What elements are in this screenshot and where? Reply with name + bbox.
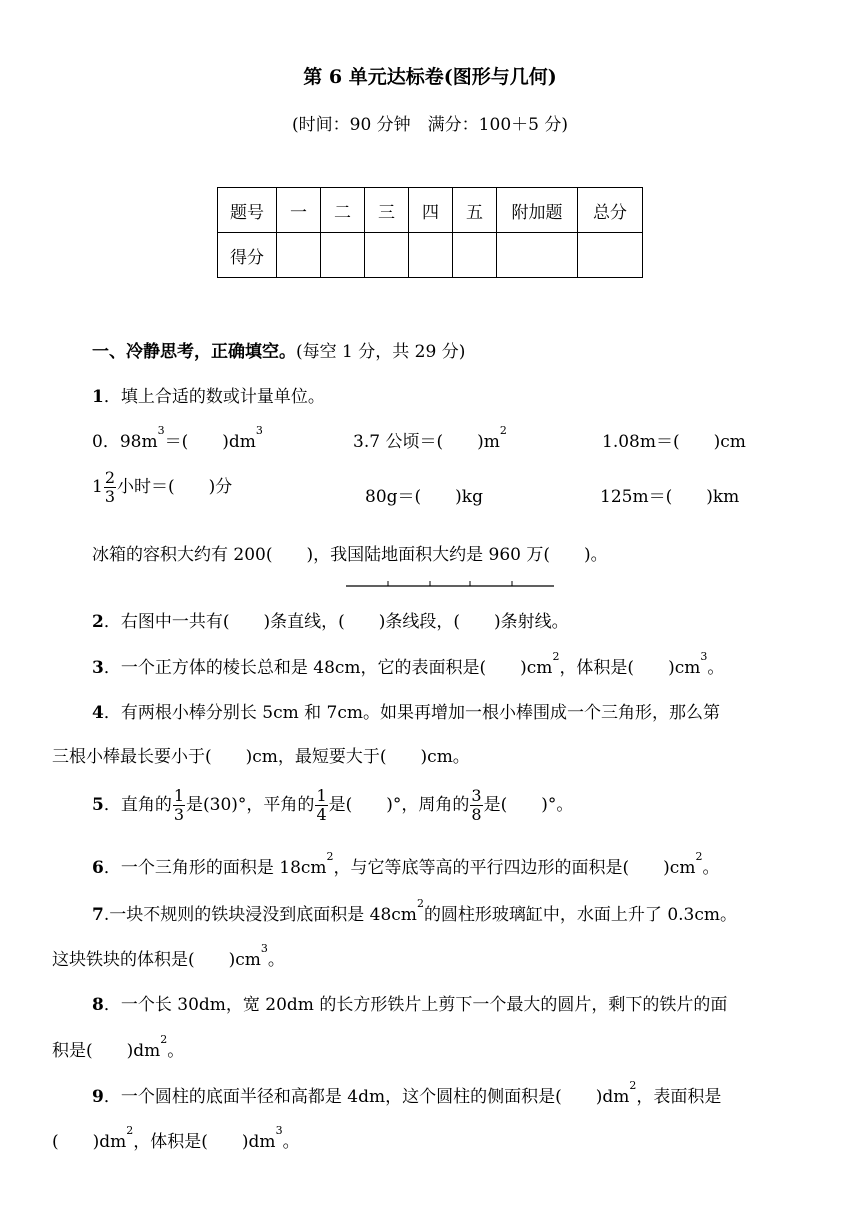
question-text: .一块不规则的铁块浸没到底面积是 48cm: [103, 905, 417, 925]
q1-item-area: [353, 424, 507, 452]
question-4-cont: 三根小棒最长要小于( )cm，最短要大于( )cm。: [52, 747, 470, 767]
question-number: 4: [92, 703, 104, 723]
score-table: [217, 187, 643, 278]
superscript: 2: [416, 897, 424, 910]
question-2: [92, 607, 569, 632]
fraction-denominator: 3: [173, 805, 185, 824]
question-text: 。: [267, 950, 285, 970]
superscript: 2: [160, 1033, 168, 1046]
score-cell: 附加题: [497, 188, 578, 233]
question-1: [92, 382, 325, 407]
q1-item-volume: [92, 424, 263, 452]
superscript: 3: [157, 424, 165, 437]
score-blank-cell[interactable]: [409, 233, 453, 278]
fraction-denominator: 4: [316, 805, 327, 824]
fraction: [173, 788, 185, 823]
q1-item-text: 小时＝( )分: [117, 477, 233, 497]
question-7-cont: [52, 942, 285, 970]
score-cell: 一: [277, 188, 321, 233]
question-number: 6: [92, 858, 104, 878]
superscript: 2: [629, 1079, 637, 1092]
question-6: [92, 850, 720, 878]
score-blank-cell[interactable]: [453, 233, 497, 278]
question-text: ．填上合适的数或计量单位。: [103, 387, 325, 407]
question-text: ．有两根小棒分别长 5cm 和 7cm。如果再增加一根小棒围成一个三角形，那么第: [103, 703, 720, 723]
fraction-denominator: 3: [104, 487, 116, 506]
question-3: [92, 650, 725, 678]
question-text: 。: [282, 1132, 300, 1152]
question-text: 。: [702, 858, 720, 878]
line-figure: [344, 576, 556, 592]
question-text: ( )dm: [52, 1132, 127, 1152]
superscript: 2: [126, 1124, 134, 1137]
score-cell: 得分: [218, 233, 277, 278]
question-text: ，体积是( )cm: [559, 658, 701, 678]
question-text: 是( )°。: [483, 795, 574, 815]
score-cell: 五: [453, 188, 497, 233]
fraction: [470, 788, 482, 823]
score-cell: 题号: [218, 188, 277, 233]
question-text: ．一个正方体的棱长总和是 48cm，它的表面积是( )cm: [103, 658, 553, 678]
question-number: 9: [92, 1087, 104, 1107]
question-text: ．直角的: [103, 795, 172, 815]
section-heading: [92, 337, 465, 362]
question-number: 8: [92, 995, 104, 1015]
question-text: ．一个圆柱的底面半径和高都是 4dm，这个圆柱的侧面积是( )dm: [103, 1087, 630, 1107]
question-text: ，与它等底等高的平行四边形的面积是( )cm: [333, 858, 696, 878]
question-number: 1: [92, 387, 104, 407]
fraction: [315, 788, 327, 823]
question-9-cont: [52, 1124, 300, 1152]
score-blank-cell[interactable]: [365, 233, 409, 278]
superscript: 3: [275, 1124, 283, 1137]
fraction-denominator: 8: [471, 805, 482, 824]
question-text: 积是( )dm: [52, 1041, 161, 1061]
question-8-cont: [52, 1033, 185, 1061]
exam-subtitle: (时间：90 分钟 满分：100＋5 分): [292, 115, 568, 135]
q1-item-mass: 80g＝( )kg: [365, 487, 483, 507]
score-blank-cell[interactable]: [497, 233, 578, 278]
section-note: (每空 1 分，共 29 分): [296, 342, 466, 362]
superscript: 2: [695, 850, 703, 863]
fraction-numerator: 1: [316, 786, 327, 805]
question-5: [92, 788, 573, 823]
question-text: ．右图中一共有( )条直线，( )条线段，( )条射线。: [103, 612, 569, 632]
q1-item-length: 1.08m＝( )cm: [602, 432, 746, 452]
question-text: 是( )°，周角的: [328, 795, 470, 815]
question-number: 5: [92, 795, 104, 815]
fraction-numerator: 2: [104, 468, 116, 487]
q1-item-units: 冰箱的容积大约有 200( )，我国陆地面积大约是 960 万( )。: [92, 545, 608, 565]
fraction-numerator: 1: [173, 786, 185, 805]
score-blank-cell[interactable]: [578, 233, 643, 278]
superscript: 3: [260, 942, 268, 955]
question-text: 。: [167, 1041, 185, 1061]
question-text: 是(30)°，平角的: [186, 795, 315, 815]
exam-title: 第 6 单元达标卷(图形与几何): [303, 66, 557, 88]
question-4: [92, 698, 720, 723]
question-8: [92, 990, 727, 1015]
fraction: [104, 470, 116, 505]
superscript: 3: [700, 650, 708, 663]
question-text: 这块铁块的体积是( )cm: [52, 950, 261, 970]
question-number: 7: [92, 905, 104, 925]
question-text: 。: [707, 658, 725, 678]
score-cell: 四: [409, 188, 453, 233]
q1-item-time: [92, 470, 232, 505]
score-blank-cell[interactable]: [277, 233, 321, 278]
section-heading-text: 一、冷静思考，正确填空。: [92, 342, 296, 362]
score-table-header-row: [218, 188, 643, 233]
question-text: 的圆柱形玻璃缸中，水面上升了 0.3cm。: [423, 905, 738, 925]
fraction-numerator: 3: [471, 786, 482, 805]
mixed-whole: 1: [92, 477, 103, 497]
question-9: [92, 1079, 722, 1107]
question-7: [92, 897, 738, 925]
score-blank-cell[interactable]: [321, 233, 365, 278]
superscript: 2: [499, 424, 507, 437]
score-table-score-row: [218, 233, 643, 278]
superscript: 3: [255, 424, 263, 437]
q1-item-text: 0．98m: [92, 432, 158, 452]
superscript: 2: [326, 850, 334, 863]
q1-item-text: ＝( )dm: [164, 432, 256, 452]
score-cell: 二: [321, 188, 365, 233]
q1-item-distance: 125m＝( )km: [600, 487, 740, 507]
question-number: 2: [92, 612, 104, 632]
question-text: ，表面积是: [636, 1087, 722, 1107]
question-text: ，体积是( )dm: [133, 1132, 276, 1152]
score-cell: 总分: [578, 188, 643, 233]
question-number: 3: [92, 658, 104, 678]
score-cell: 三: [365, 188, 409, 233]
question-text: ．一个长 30dm，宽 20dm 的长方形铁片上剪下一个最大的圆片，剩下的铁片的面: [103, 995, 728, 1015]
q1-item-text: 3.7 公顷＝( )m: [353, 432, 500, 452]
question-text: ．一个三角形的面积是 18cm: [103, 858, 327, 878]
superscript: 2: [552, 650, 560, 663]
